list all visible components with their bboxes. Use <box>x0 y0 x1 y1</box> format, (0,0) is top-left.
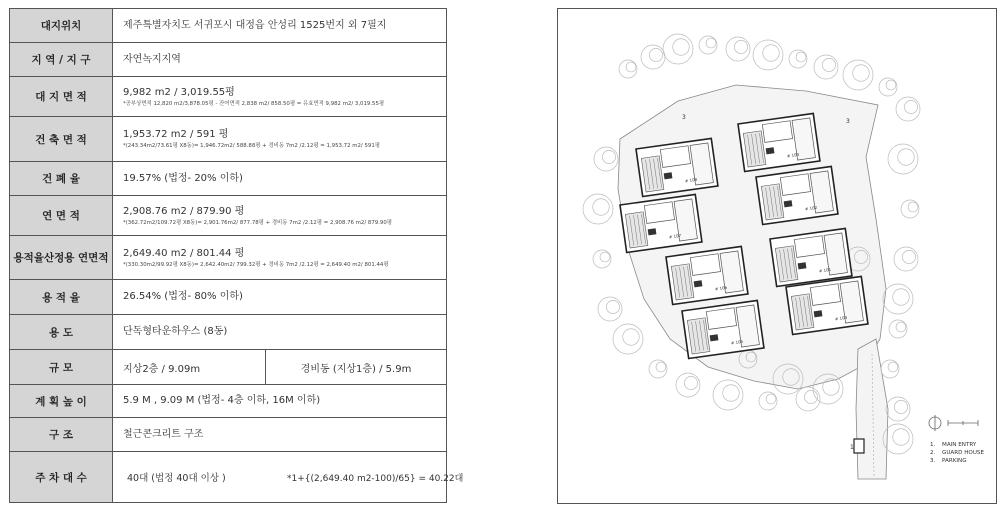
label-zone: 지 역 / 지 구 <box>10 43 113 76</box>
label-scale: 규 모 <box>10 350 113 384</box>
value-use: 단독형타운하우스 (8동) <box>123 326 228 337</box>
note-floor-area: *(362.72m2/109.72평 X8동)= 2,901.76m2/ 877.78평 + 경비동 7m2 /2.12평 = 2,908.76 m2/ 879.90평 <box>123 219 392 226</box>
value-land-area: 9,982 m2 / 3,019.55평 <box>123 86 235 98</box>
spec-table <box>9 8 464 503</box>
label-floor-area: 연 면 적 <box>10 196 113 235</box>
value-scale-guard: 경비동 (지상1층) / 5.9m <box>300 363 412 375</box>
house <box>636 138 718 196</box>
label-far-area: 용적율산정용 연면적 <box>10 236 113 279</box>
row-land-area <box>10 77 446 117</box>
value-building-area: 1,953.72 m2 / 591 평 <box>123 129 229 140</box>
value-structure: 철근콘크리트 구조 <box>123 428 204 440</box>
note-building-area: *(243.34m2/73.61평 X8동)= 1,946.72m2/ 588.88평 + 경비동 7m2 /2.12평 = 1,953.72 m2/ 591평 <box>123 143 380 149</box>
tree-icon <box>898 149 915 166</box>
tree-icon <box>684 376 697 389</box>
tree-icon <box>613 324 643 354</box>
scale-bar-icon <box>948 420 978 426</box>
house-label: # 101 <box>818 266 832 274</box>
note-land-area: *공부상면적 12,820 m2/3,878.05평 - 잔여면적 2,838 m2/ 858.50평 = 유효면적 9,982 m2/ 3,019.55평 <box>123 100 385 107</box>
site-plan <box>557 8 997 504</box>
house-label: # 102 <box>804 204 818 212</box>
house-label: # 105 <box>730 338 744 346</box>
house-label: # 103 <box>786 151 800 159</box>
tree-icon <box>822 58 835 71</box>
row-building-area <box>10 117 446 162</box>
tree-icon <box>766 394 776 404</box>
legend-item: 2. GUARD HOUSE <box>930 450 985 456</box>
tree-icon <box>883 284 913 314</box>
tree-icon <box>673 39 690 56</box>
value-zone: 자연녹지지역 <box>123 53 181 65</box>
value-height: 5.9 M , 9.09 M (법정- 4층 이하, 16M 이하) <box>123 395 321 406</box>
tree-icon <box>706 38 716 48</box>
tree-icon <box>649 48 662 61</box>
note-far-area: *(330.30m2/99.92평 X8동)= 2,642.40m2/ 799.32평 + 경비동 7m2 /2.12평 = 2,649.40 m2/ 801.44평 <box>123 261 389 268</box>
tree-icon <box>626 62 636 72</box>
tree-icon <box>676 373 700 397</box>
parking-marker-2: 3 <box>846 118 850 125</box>
tree-icon <box>713 380 743 410</box>
tree-icon <box>853 65 870 82</box>
tree-icon <box>894 247 918 271</box>
tree-icon <box>886 397 910 421</box>
house <box>738 113 820 171</box>
row-coverage <box>10 162 446 196</box>
row-zone <box>10 43 446 77</box>
tree-icon <box>663 34 693 64</box>
label-land-area: 대 지 면 적 <box>10 77 113 116</box>
tree-icon <box>893 429 910 446</box>
label-parking: 주 차 대 수 <box>10 452 113 502</box>
tree-icon <box>814 55 838 79</box>
site-plan-drawing <box>558 9 997 504</box>
tree-icon <box>888 362 898 372</box>
value-site: 제주특별자치도 서귀포시 대정읍 안성리 1525번지 외 7필지 <box>123 19 387 31</box>
tree-icon <box>888 144 918 174</box>
tree-icon <box>763 45 780 62</box>
row-structure <box>10 418 446 452</box>
tree-icon <box>904 100 917 113</box>
value-floor-area: 2,908.76 m2 / 879.90 평 <box>123 205 245 217</box>
tree-icon <box>753 40 783 70</box>
label-far: 용 적 율 <box>10 280 113 314</box>
legend-item: 1. MAIN ENTRY <box>930 442 977 448</box>
row-far <box>10 280 446 315</box>
parking-marker-1: 3 <box>682 114 686 121</box>
row-site <box>10 9 446 43</box>
tree-icon <box>600 252 610 262</box>
value-far: 26.54% (법정- 80% 이하) <box>123 291 243 302</box>
label-site: 대지위치 <box>10 9 113 42</box>
tree-icon <box>896 97 920 121</box>
legend-item: 3. PARKING <box>930 458 967 464</box>
house <box>620 194 702 252</box>
tree-icon <box>893 289 910 306</box>
house-label: # 106 <box>714 284 728 292</box>
tree-icon <box>598 297 622 321</box>
house <box>666 246 748 304</box>
tree-icon <box>726 37 750 61</box>
label-structure: 구 조 <box>10 418 113 451</box>
tree-icon <box>908 202 918 212</box>
label-coverage: 건 폐 율 <box>10 162 113 195</box>
tree-icon <box>823 379 840 396</box>
value-far-area: 2,649.40 m2 / 801.44 평 <box>123 247 245 259</box>
house <box>682 300 764 358</box>
value-scale-main: 지상2층 / 9.09m <box>113 350 266 384</box>
tree-icon <box>656 362 666 372</box>
house <box>756 166 838 224</box>
tree-icon <box>602 150 615 163</box>
guard-house <box>854 439 864 453</box>
tree-icon <box>723 385 740 402</box>
tree-icon <box>886 80 896 90</box>
tree-icon <box>623 329 640 346</box>
north-arrow-icon <box>929 415 941 431</box>
row-far-area <box>10 236 446 280</box>
row-floor-area <box>10 196 446 236</box>
house-label: # 104 <box>834 314 848 322</box>
tree-icon <box>606 300 619 313</box>
tree-icon <box>593 199 610 216</box>
value-coverage: 19.57% (법정- 20% 이하) <box>123 172 243 184</box>
row-scale <box>10 350 446 385</box>
value-parking: 40대 (법정 40대 이상 ) <box>127 473 226 484</box>
label-building-area: 건 축 면 적 <box>10 117 113 161</box>
label-height: 계 획 높 이 <box>10 385 113 417</box>
legend <box>930 441 984 465</box>
tree-icon <box>734 40 747 53</box>
tree-icon <box>902 250 915 263</box>
entry-marker: 1 <box>850 444 854 451</box>
tree-icon <box>896 322 906 332</box>
house-label: # 107 <box>668 232 682 240</box>
tree-icon <box>843 60 873 90</box>
value-parking-formula: *1+{(2,649.40 m2-100)/65} = 40.22대 <box>287 473 464 484</box>
tree-icon <box>894 400 907 413</box>
tree-icon <box>796 52 806 62</box>
house <box>770 228 852 286</box>
house-label: # 108 <box>684 176 698 184</box>
row-parking <box>10 452 464 502</box>
row-height <box>10 385 446 418</box>
row-use <box>10 315 446 350</box>
house <box>786 276 868 334</box>
label-use: 용 도 <box>10 315 113 349</box>
tree-icon <box>641 45 665 69</box>
tree-icon <box>594 147 618 171</box>
tree-icon <box>583 194 613 224</box>
